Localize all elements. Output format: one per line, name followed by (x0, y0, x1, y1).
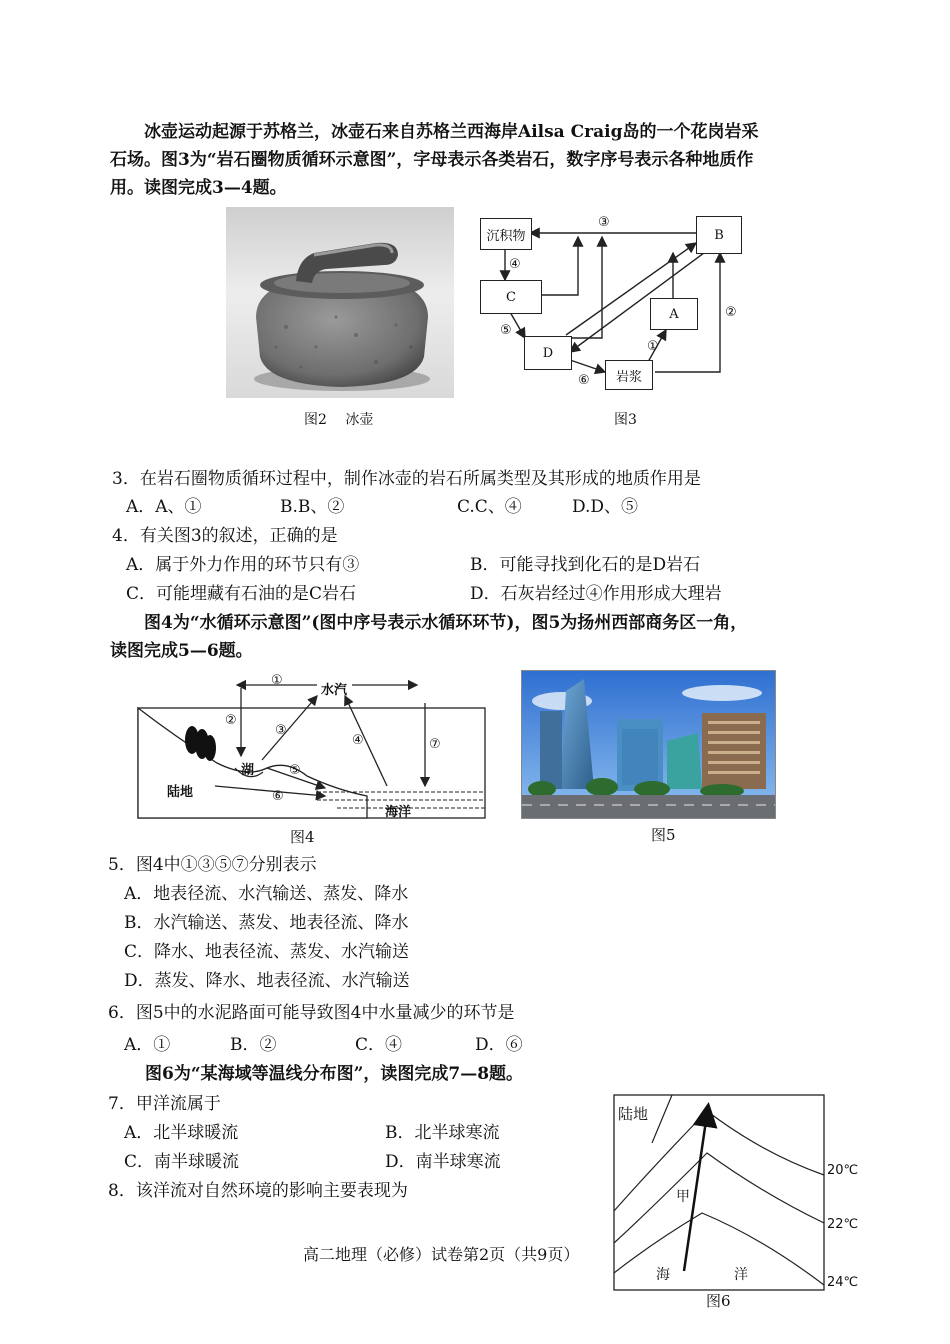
fig3-arrow-2: ② (725, 305, 737, 320)
fig6-ocean-label: 洋 (734, 1267, 748, 1283)
q5-option-a: A．地表径流、水汽输送、蒸发、降水 (124, 884, 409, 904)
q5-stem: 5．图4中①③⑤⑦分别表示 (108, 855, 317, 875)
intro2-line1: 图4为“水循环示意图”(图中序号表示水循环环节)，图5为扬州西部商务区一角， (144, 613, 748, 633)
q3-option-a: A．A、① (126, 497, 202, 517)
q7-option-d: D．南半球寒流 (385, 1152, 501, 1172)
q4-option-a: A．属于外力作用的环节只有③ (126, 555, 360, 575)
water-cycle-diagram (137, 668, 487, 820)
intro3-line1: 图6为“某海域等温线分布图”，读图完成7—8题。 (145, 1064, 524, 1084)
fig3-arrow-5: ⑤ (500, 323, 512, 338)
fig3-arrow-6: ⑥ (578, 373, 590, 388)
fig2-caption: 图2 冰壶 (304, 412, 374, 428)
intro1-line2: 石场。图3为“岩石圈物质循环示意图”，字母表示各类岩石，数字序号表示各种地质作 (110, 150, 754, 170)
fig6-land-label: 陆地 (618, 1105, 649, 1123)
rock-b-box: B (696, 216, 742, 254)
fig5-caption: 图5 (651, 826, 676, 844)
q5-option-c: C．降水、地表径流、蒸发、水汽输送 (124, 942, 410, 962)
q6-option-c: C．④ (355, 1035, 403, 1055)
fig4-caption: 图4 (290, 828, 315, 846)
fig3-arrow-4: ④ (509, 257, 521, 272)
q7-option-b: B．北半球寒流 (385, 1123, 500, 1143)
q8-stem: 8．该洋流对自然环境的影响主要表现为 (108, 1181, 408, 1201)
business-district-photo (521, 670, 776, 819)
fig4-num-1: ① (271, 673, 283, 688)
q6-option-a: A．① (124, 1035, 171, 1055)
q6-option-b: B．② (230, 1035, 277, 1055)
rock-c-box: C (480, 280, 542, 314)
intro1-line1: 冰壶运动起源于苏格兰，冰壶石来自苏格兰西海岸Ailsa Craig岛的一个花岗岩采 (144, 122, 759, 142)
q4-option-c: C．可能埋藏有石油的是C岩石 (126, 584, 357, 604)
fig4-lake-label: 湖 (241, 763, 255, 778)
isotherm-22-label: 22℃ (827, 1217, 859, 1232)
fig4-num-7: ⑦ (429, 737, 441, 752)
rock-cycle-diagram (470, 210, 760, 400)
q3-option-c: C.C、④ (457, 497, 522, 517)
fig6-caption: 图6 (706, 1292, 731, 1310)
fig3-arrow-3: ③ (598, 215, 610, 230)
page-footer: 高二地理（必修）试卷第2页（共9页） (303, 1245, 580, 1264)
q5-option-b: B．水汽输送、蒸发、地表径流、降水 (124, 913, 409, 933)
curling-stone-photo (226, 207, 454, 398)
q6-option-d: D．⑥ (475, 1035, 523, 1055)
rock-a-box: A (650, 298, 698, 330)
q5-option-d: D．蒸发、降水、地表径流、水汽输送 (124, 971, 410, 991)
fig4-ocean-label: 海洋 (385, 805, 412, 820)
fig3-caption: 图3 (614, 412, 637, 428)
rock-d-box: D (524, 336, 572, 370)
intro2-line2: 读图完成5—6题。 (110, 641, 253, 661)
q4-option-d: D．石灰岩经过④作用形成大理岩 (470, 584, 722, 604)
sediment-box: 沉积物 (480, 218, 532, 250)
q4-option-b: B．可能寻找到化石的是D岩石 (470, 555, 701, 575)
magma-box: 岩浆 (605, 360, 653, 390)
q7-option-a: A．北半球暖流 (124, 1123, 239, 1143)
q7-option-c: C．南半球暖流 (124, 1152, 240, 1172)
q4-stem: 4．有关图3的叙述，正确的是 (112, 526, 338, 546)
q6-stem: 6．图5中的水泥路面可能导致图4中水量减少的环节是 (108, 1003, 515, 1023)
fig4-num-4: ④ (352, 733, 364, 748)
fig4-vapor-label: 水汽 (321, 683, 348, 698)
isotherm-20-label: 20℃ (827, 1163, 859, 1178)
isotherm-map (612, 1093, 862, 1293)
q3-option-b: B.B、② (280, 497, 345, 517)
fig4-land-label: 陆地 (167, 785, 194, 800)
q3-option-d: D.D、⑤ (572, 497, 639, 517)
intro1-line3: 用。读图完成3—4题。 (110, 178, 287, 198)
q3-stem: 3．在岩石圈物质循环过程中，制作冰壶的岩石所属类型及其形成的地质作用是 (112, 469, 701, 489)
fig4-num-3: ③ (275, 723, 287, 738)
fig4-num-5: ⑤ (289, 763, 301, 778)
fig6-current-label: 甲 (676, 1189, 690, 1205)
q7-stem: 7．甲洋流属于 (108, 1094, 221, 1114)
fig4-num-2: ② (225, 713, 237, 728)
fig4-num-6: ⑥ (272, 789, 284, 804)
isotherm-24-label: 24℃ (827, 1275, 859, 1290)
fig6-sea-label: 海 (656, 1267, 670, 1283)
fig3-arrow-1: ① (647, 339, 659, 354)
